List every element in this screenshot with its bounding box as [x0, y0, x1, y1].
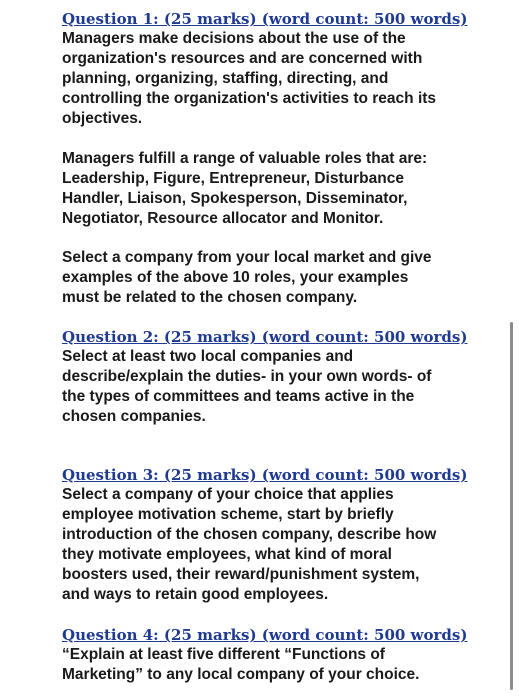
- question-3: [62, 465, 482, 605]
- text-line: “Explain at least five different “Functions of: [62, 646, 385, 663]
- text-line: Select at least two local companies and: [62, 348, 354, 365]
- question-2: [62, 327, 482, 427]
- text-line: Select a company from your local market and give: [62, 249, 432, 266]
- question-1-paragraph-2: [62, 149, 482, 229]
- text-line: Handler, Liaison, Spokesperson, Disseminator,: [62, 190, 408, 207]
- text-line: boosters used, their reward/punishment system,: [62, 566, 420, 583]
- question-1-title: Question 1: (25 marks) (word count: 500 words): [62, 10, 468, 28]
- question-1-paragraph-3: [62, 248, 482, 308]
- question-3-paragraph: [62, 485, 482, 605]
- text-line: Managers fulfill a range of valuable roles that are:: [62, 150, 428, 167]
- text-line: introduction of the chosen company, describe how: [62, 526, 437, 543]
- text-line: the types of committees and teams active in the: [62, 388, 415, 405]
- question-3-title: Question 3: (25 marks) (word count: 500 words): [62, 466, 468, 484]
- text-line: controlling the organization's activities to reach its: [62, 90, 437, 107]
- text-line: planning, organizing, staffing, directing, and: [62, 70, 389, 87]
- text-line: Leadership, Figure, Entrepreneur, Disturbance: [62, 170, 404, 187]
- question-1-paragraph-1: [62, 29, 482, 129]
- question-1: [62, 9, 482, 129]
- text-line: Negotiator, Resource allocator and Monitor.: [62, 210, 384, 227]
- text-line: organization's resources and are concerned with: [62, 50, 423, 67]
- question-4: [62, 625, 482, 685]
- text-line: describe/explain the duties- in your own words- of: [62, 368, 432, 385]
- question-1-task: [62, 248, 482, 308]
- question-4-title: Question 4: (25 marks) (word count: 500 words): [62, 626, 468, 644]
- question-1-roles: [62, 149, 482, 229]
- question-2-title: Question 2: (25 marks) (word count: 500 words): [62, 328, 468, 346]
- text-line: Managers make decisions about the use of the: [62, 30, 406, 47]
- text-line: and ways to retain good employees.: [62, 586, 329, 603]
- text-line: Marketing” to any local company of your choice.: [62, 666, 420, 683]
- text-line: chosen companies.: [62, 408, 206, 425]
- text-line: must be related to the chosen company.: [62, 289, 358, 306]
- text-line: employee motivation scheme, start by briefly: [62, 506, 394, 523]
- text-line: objectives.: [62, 110, 143, 127]
- text-line: they motivate employees, what kind of moral: [62, 546, 392, 563]
- question-4-paragraph: [62, 645, 482, 685]
- vertical-scrollbar[interactable]: [510, 322, 513, 690]
- text-line: examples of the above 10 roles, your examples: [62, 269, 409, 286]
- question-2-paragraph: [62, 347, 482, 427]
- text-line: Select a company of your choice that applies: [62, 486, 394, 503]
